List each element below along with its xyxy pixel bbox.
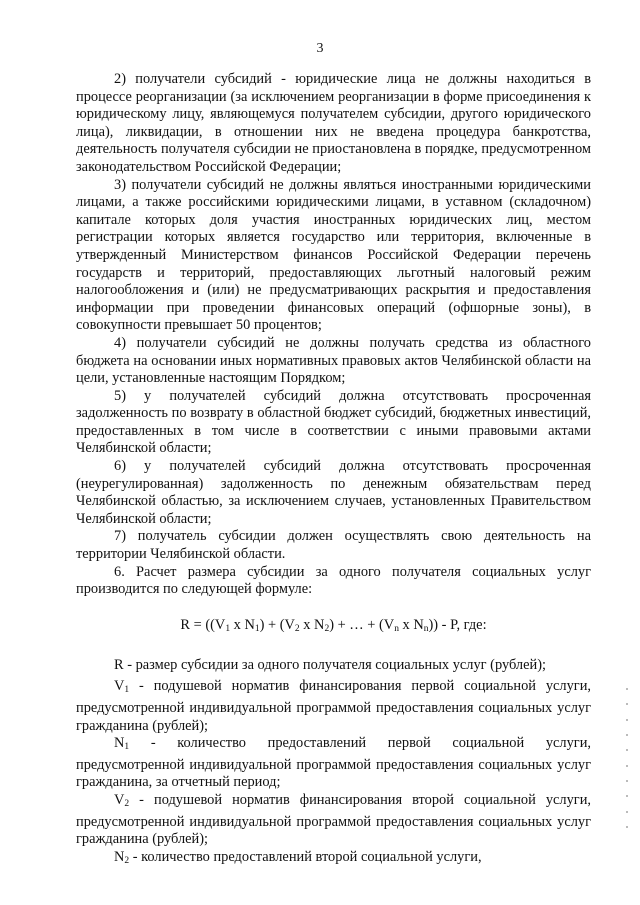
page-number: 3 [316,41,324,56]
definition-n2: $N_2$ - количество предоставлений второй социальной услуги, [114,848,482,866]
paragraph-item-3: 3) получатели субсидий не должны являться иностранными юридическими лицами, а также российскими юридическими лицами, в уставном (складочном) капитале которых доля участия иностранных юридических лиц, местом регистрации которых является государство или территория, включенные в утвержденный Министерством финансов Российской Федерации перечень государств и территорий, предоставляющих льготный налоговый режим налогообложения и (или) не предусматривающих раскрытия и предоставления информации при проведении финансовых операций (офшорные зоны), в совокупности превышает 50 процентов; [76,176,591,334]
definition-r: R - размер субсидии за одного получателя социальных услуг (рублей); [114,656,546,673]
subsidy-formula: $R = ((V_1$ x $N_1) + (V_2$ x $N_2$) + … + ($V_n$ x $N_n$)) - P, где: [180,616,487,634]
paragraph-item-5: 5) у получателей субсидий должна отсутствовать просроченная задолженность по возврату в областной бюджет субсидий, бюджетных инвестиций, предоставленных в том числе в соответствии с иными правовыми актами Челябинской области; [76,387,591,457]
scan-margin-mark [626,688,628,828]
paragraph-item-2: 2) получатели субсидий - юридические лица не должны находиться в процессе реорганизации (за исключением реорганизации в форме присоединения к юридическому лицу, являющемуся получателем субсидии, другого юридического лица), ликвидации, в отношении них не введена процедура банкротства, деятельность получателя субсидии не приостановлена в порядке, предусмотренном законодательством Российской Федерации; [76,71,591,175]
definition-v1: $V_1$ - подушевой норматив финансирования первой социальной услуги, предусмотренной индивидуальной программой предоставления социальных услуг гражданина (рублей); [76,678,591,734]
paragraph-item-4: 4) получатели субсидий не должны получать средства из областного бюджета на основании иных нормативных правовых актов Челябинской области на цели, установленные настоящим Порядком; [76,334,591,387]
paragraph-section-6: 6. Расчет размера субсидии за одного получателя социальных услуг производится по следующей формуле: [76,563,591,598]
paragraph-item-6: 6) у получателей субсидий должна отсутствовать просроченная (неурегулированная) задолженность по денежным обязательствам перед Челябинской областью, за исключением случаев, установленных Правительством Челябинской области; [76,458,591,527]
document-body [76,71,591,870]
definition-v2: $V_2$ - подушевой норматив финансирования второй социальной услуги, предусмотренной индивидуальной программой предоставления социальных услуг гражданина (рублей); [76,791,591,848]
definition-n1: $N_1$ - количество предоставлений первой социальной услуги, предусмотренной индивидуальной программой предоставления социальных услуг гражданина, за отчетный период; [76,735,591,791]
paragraph-item-7: 7) получатель субсидии должен осуществлять свою деятельность на территории Челябинской области. [76,528,591,563]
